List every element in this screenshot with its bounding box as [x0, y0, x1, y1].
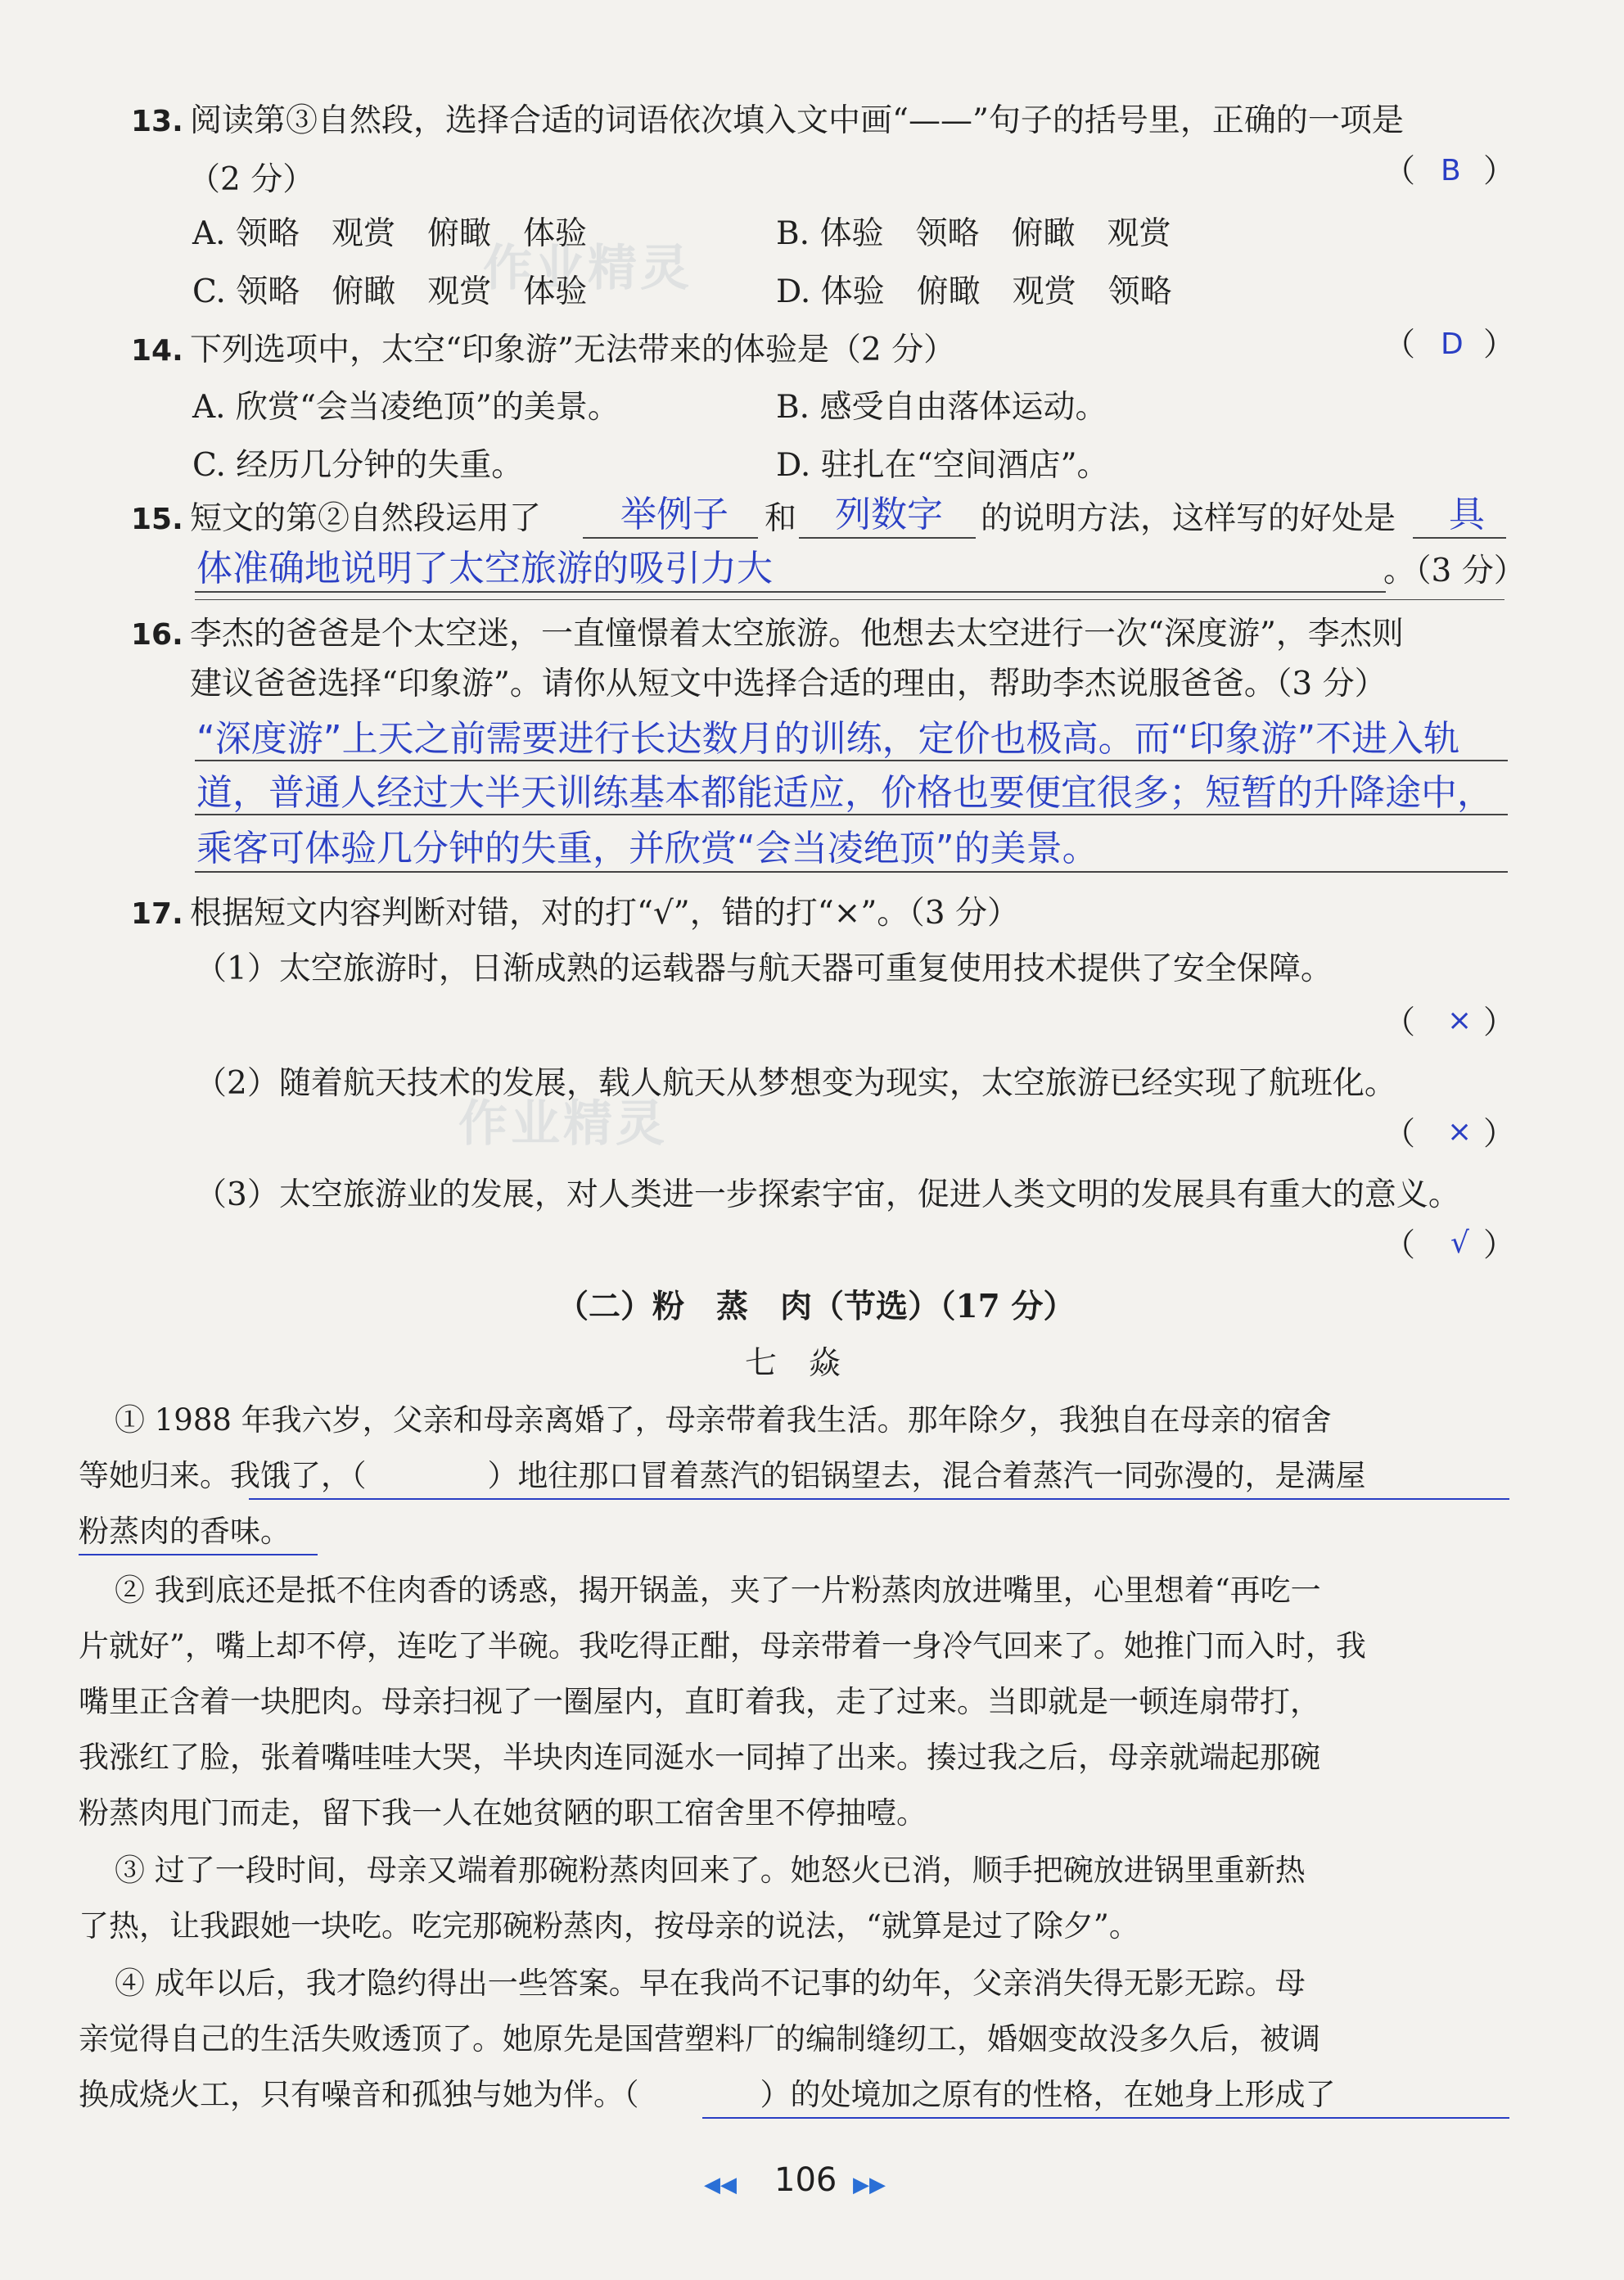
author: 七 焱 [745, 1345, 841, 1382]
question-score: （2 分） [188, 161, 315, 198]
option-b: B. 体验 领略 俯瞰 观赏 [776, 215, 1171, 252]
judgement-mark: × [1447, 1004, 1473, 1037]
question-text: 李杰的爸爸是个太空迷，一直憧憬着太空旅游。他想去太空进行一次“深度游”，李杰则 [190, 616, 1404, 652]
question-text: 建议爸爸选择“印象游”。请你从短文中选择合适的理由，帮助李杰说服爸爸。（3 分） [190, 666, 1387, 702]
blank-answer-2: 列数字 [835, 494, 943, 535]
passage-line: 嘴里正含着一块肥肉。母亲扫视了一圈屋内，直盯着我，走了过来。当即就是一顿连扇带打， [79, 1684, 1320, 1719]
option-c: C. 经历几分钟的失重。 [192, 447, 524, 484]
blank-line-2 [799, 537, 976, 539]
answer-line [195, 871, 1508, 873]
passage-line: 我涨红了脸，张着嘴哇哇大哭，半块肉连同涎水一同掉了出来。揍过我之后，母亲就端起那碗 [79, 1740, 1320, 1775]
passage-line: ③ 过了一段时间，母亲又端着那碗粉蒸肉回来了。她怒火已消，顺手把碗放进锅里重新热 [115, 1853, 1306, 1888]
option-a: A. 领略 观赏 俯瞰 体验 [192, 215, 587, 252]
watermark: 作业精灵 [458, 1095, 668, 1153]
question-text: 根据短文内容判断对错，对的打“√”，错的打“×”。（3 分） [190, 895, 1019, 932]
underline-mark [249, 1498, 1509, 1500]
passage-line: 亲觉得自己的生活失败透顶了。她原先是国营塑料厂的编制缝纫工，婚姻变故没多久后，被调 [79, 2021, 1320, 2057]
option-d: D. 体验 俯瞰 观赏 领略 [776, 273, 1172, 310]
underline-mark [702, 2117, 1509, 2119]
question-number: 13. [131, 105, 183, 138]
handwritten-answer: 具 [1449, 494, 1485, 535]
passage-line: 了热，让我跟她一块吃。吃完那碗粉蒸肉，按母亲的说法，“就算是过了除夕”。 [79, 1908, 1139, 1944]
answer-bracket-close: ） [1483, 1227, 1516, 1264]
question-text: 和 [765, 500, 797, 537]
option-a: A. 欣赏“会当凌绝顶”的美景。 [192, 389, 620, 426]
passage-line: 粉蒸肉甩门而走，留下我一人在她贫陋的职工宿舍里不停抽噎。 [79, 1795, 927, 1831]
passage-line: ① 1988 年我六岁，父亲和母亲离婚了，母亲带着我生活。那年除夕，我独自在母亲的宿舍 [115, 1402, 1332, 1438]
next-arrows-icon: ▶▶ [853, 2173, 886, 2197]
page-number: 106 [774, 2161, 837, 2199]
question-number: 15. [131, 503, 183, 536]
handwritten-answer: 道，普通人经过大半天训练基本都能适应，价格也要便宜很多；短暂的升降途中， [196, 772, 1493, 814]
answer-bracket-open: （ [1383, 327, 1416, 363]
option-c: C. 领略 俯瞰 观赏 体验 [192, 273, 588, 310]
judgement-item: （3）太空旅游业的发展，对人类进一步探索宇宙，促进人类文明的发展具有重大的意义。 [195, 1176, 1460, 1213]
question-number: 17. [131, 897, 183, 931]
passage-line: 粉蒸肉的香味。 [79, 1514, 291, 1549]
answer-bracket-open: （ [1383, 1005, 1416, 1041]
question-number: 16. [131, 618, 183, 652]
passage-line: 等她归来。我饿了，（ ）地往那口冒着蒸汽的铝锅望去，混合着蒸汽一同弥漫的，是满屋 [79, 1458, 1366, 1493]
answer-bracket-open: （ [1383, 153, 1416, 190]
answer-bracket-open: （ [1383, 1227, 1416, 1264]
passage-line: 换成烧火工，只有噪音和孤独与她为伴。（ ）的处境加之原有的性格，在她身上形成了 [79, 2077, 1336, 2112]
question-text: 阅读第③自然段，选择合适的词语依次填入文中画“——”句子的括号里，正确的一项是 [190, 102, 1404, 139]
question-text: 下列选项中，太空“印象游”无法带来的体验是（2 分） [190, 332, 956, 368]
passage-line: ② 我到底还是抵不住肉香的诱惑，揭开锅盖，夹了一片粉蒸肉放进嘴里，心里想着“再吃一 [115, 1573, 1321, 1608]
answer-choice: B [1441, 154, 1461, 187]
blank-line-3 [1413, 537, 1506, 539]
blank-answer-1: 举例子 [620, 494, 729, 535]
answer-bracket-open: （ [1383, 1116, 1416, 1153]
answer-line [195, 814, 1508, 815]
passage-line: 片就好”，嘴上却不停，连吃了半碗。我吃得正酣，母亲带着一身冷气回来了。她推门而入时，我 [79, 1628, 1366, 1664]
section-title: （二）粉 蒸 肉（节选）（17 分） [557, 1288, 1076, 1325]
question-text: 的说明方法，这样写的好处是 [981, 500, 1396, 537]
judgement-mark: × [1447, 1115, 1473, 1149]
prev-arrows-icon: ◀◀ [704, 2173, 737, 2197]
blank-line-4 [195, 591, 1386, 593]
question-score: 。（3 分） [1383, 553, 1526, 589]
underline-mark [79, 1554, 318, 1555]
handwritten-answer: “深度游”上天之前需要进行长达数月的训练，定价也极高。而“印象游”不进入轨 [196, 718, 1460, 760]
question-text: 短文的第②自然段运用了 [190, 500, 542, 537]
answer-bracket-close: ） [1483, 153, 1516, 190]
blank-line-5 [195, 599, 1504, 600]
judgement-mark: √ [1450, 1226, 1469, 1260]
option-b: B. 感受自由落体运动。 [776, 389, 1107, 426]
handwritten-answer: 乘客可体验几分钟的失重，并欣赏“会当凌绝顶”的美景。 [196, 828, 1098, 869]
answer-bracket-close: ） [1483, 1005, 1516, 1041]
answer-line [195, 760, 1508, 761]
option-d: D. 驻扎在“空间酒店”。 [776, 447, 1109, 484]
handwritten-answer: 体准确地说明了太空旅游的吸引力大 [196, 548, 773, 589]
question-number: 14. [131, 334, 183, 368]
answer-bracket-close: ） [1483, 327, 1516, 363]
passage-line: ④ 成年以后，我才隐约得出一些答案。早在我尚不记事的幼年，父亲消失得无影无踪。母 [115, 1966, 1306, 2001]
answer-bracket-close: ） [1483, 1116, 1516, 1153]
judgement-item: （2）随着航天技术的发展，载人航天从梦想变为现实，太空旅游已经实现了航班化。 [195, 1065, 1396, 1102]
watermark: 作业精灵 [483, 240, 692, 297]
answer-choice: D [1441, 327, 1464, 361]
judgement-item: （1）太空旅游时，日渐成熟的运载器与航天器可重复使用技术提供了安全保障。 [195, 950, 1333, 987]
